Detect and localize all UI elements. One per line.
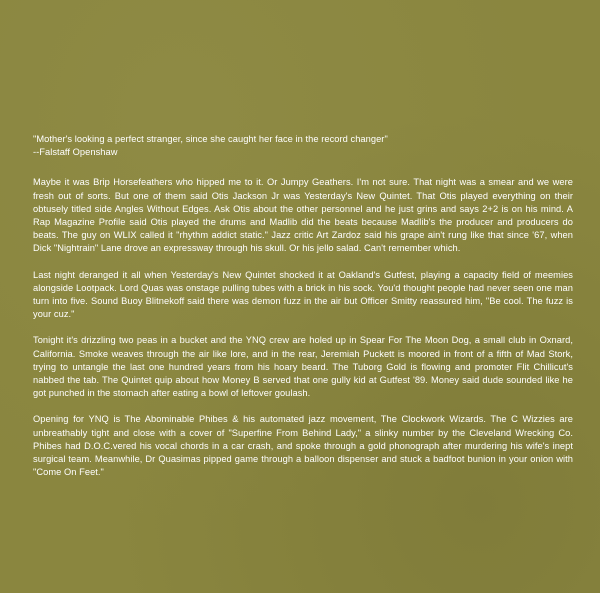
epigraph	[33, 133, 573, 159]
paragraph-3: Tonight it's drizzling two peas in a bucket and the YNQ crew are holed up in Spear For The Moon Dog, a small club in Oxnard, California. Smoke weaves through the air like lore, and in the rear, Jeremiah Puckett is moored in front of a fifth of Mad Stork, trying to untangle the last one hundred years from his hoary beard. The Tuborg Gold is flowing and promoter Flit Chillicut's nabbed the tab. The Quintet quip about how Money B served that one gully kid at Gutfest '89. Money said dude sounded like he got punched in the stomach after eating a bowl of leftover goulash.	[33, 335, 573, 399]
liner-notes-text	[33, 133, 573, 492]
paragraph-1: Maybe it was Brip Horsefeathers who hipped me to it. Or Jumpy Geathers. I'm not sure. That night was a smear and we were fresh out of sorts. But one of them said Otis Jackson Jr was Yesterday's New Quintet. That Otis played everything on their obtusely titled side Angles Without Edges. Ask Otis about the other personnel and he just grins and says 2+2 is on his mind. A Rap Magazine Profile said Otis played the drums and Madlib did the beats because Madlib's the producer and producers do beats. The guy on WLIX called it "rhythm addict static." Jazz critic Art Zardoz said his grape ain't rung like that since '67, when Dick "Nightrain" Lane drove an expressway through his skull. Or his jello salad. Can't remember which.	[33, 177, 573, 254]
paragraph-2: Last night deranged it all when Yesterday's New Quintet shocked it at Oakland's Gutfest, playing a capacity field of meemies alongside Lootpack. Lord Quas was onstage pulling tubes with a brick in his sock. You'd thought people had never seen one man turn into five. Sound Buoy Blitnekoff said there was demon fuzz in the air but Officer Smitty reassured him, "Be cool. The fuzz is your cuz."	[33, 269, 573, 320]
epigraph-quote: "Mother's looking a perfect stranger, since she caught her face in the record changer"	[33, 134, 388, 144]
epigraph-attribution: --Falstaff Openshaw	[33, 147, 118, 158]
paragraph-4: Opening for YNQ is The Abominable Phibes & his automated jazz movement, The Clockwork Wizards. The C Wizzies are unbreathably tight and close with a cover of "Superfine From Behind Lady," a slinky number by the Cleveland Wrecking Co. Phibes had D.O.C.vered his vocal chords in a car crash, and spoke through a gold phonograph after murdering his wife's inept surgical team. Meanwhile, Dr Quasimas pipped game through a balloon dispenser and stuck a badfoot bunion in your onion with "Come On Feet."	[33, 414, 573, 478]
